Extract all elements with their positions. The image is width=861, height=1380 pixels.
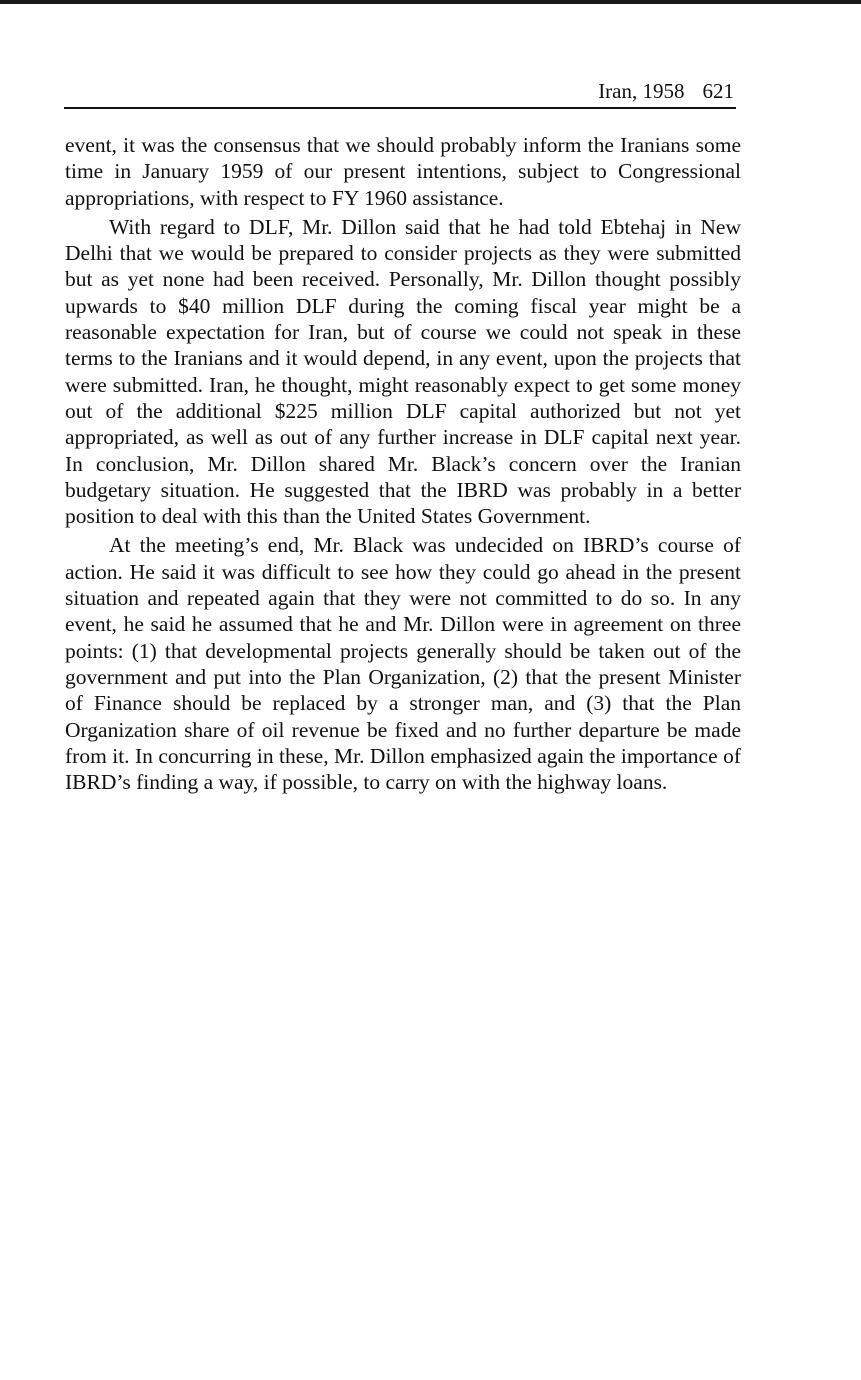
paragraph-dlf: With regard to DLF, Mr. Dillon said that he had told Ebtehaj in New Delhi that we would be prepared to consider projects as they were submitted but as yet none had been received. Personally, Mr. Dillon thought possibly upwards to $40 million DLF during the coming fiscal year might be a reasonable expectation for Iran, but of course we could not speak in these terms to the Iranians and it would depend, in any event, upon the projects that were submitted. Iran, he thought, might reasonably expect to get some money out of the additional $225 million DLF capital authorized but not yet appropriated, as well as out of any further increase in DLF capital next year. In conclusion, Mr. Dillon shared Mr. Black’s concern over the Iranian budgetary situation. He suggested that the IBRD was probably in a better position to deal with this than the United States Government. [65, 214, 741, 529]
paragraph-meeting-end: At the meeting’s end, Mr. Black was undecided on IBRD’s course of action. He said it was difficult to see how they could go ahead in the present situation and repeated again that they were not committed to do so. In any event, he said he assumed that he and Mr. Dillon were in agreement on three points: (1) that developmental projects generally should be taken out of the government and put into the Plan Organization, (2) that the present Minister of Finance should be replaced by a stronger man, and (3) that the Plan Organization share of oil revenue be fixed and no further departure be made from it. In concurring in these, Mr. Dillon emphasized again the importance of IBRD’s finding a way, if possible, to carry on with the highway loans. [65, 533, 741, 795]
paragraph-continuation: event, it was the consensus that we should probably inform the Iranians some time in January 1959 of our present intentions, subject to Congressional appropriations, with respect to FY 1960 assistance. [65, 133, 741, 210]
running-head-title: Iran, 1958 [598, 79, 685, 103]
scan-top-edge [0, 0, 861, 4]
running-head [64, 78, 734, 108]
page-number: 621 [702, 79, 734, 103]
header-rule [64, 107, 736, 109]
body-text [65, 132, 741, 798]
running-head-text [598, 78, 734, 104]
